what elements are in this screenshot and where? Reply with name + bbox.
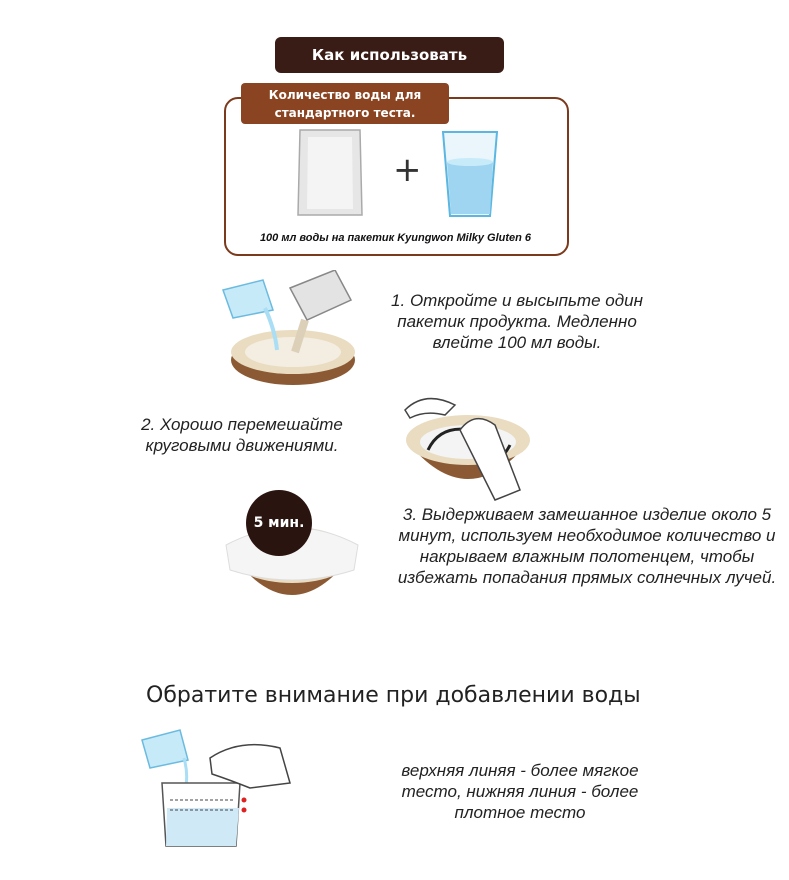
product-packet-icon — [290, 125, 370, 220]
step-3-text: 3. Выдерживаем замешанное изделие около 5 минут, используем необходимое количество и накрываем влажным полотенцем, чтобы избежать попадания прямых солнечных лучей. — [397, 505, 777, 587]
notice-title: Обратите внимание при добавлении воды — [146, 683, 641, 708]
plus-sign: + — [393, 150, 422, 190]
water-glass-icon — [440, 128, 500, 220]
notice-text: верхняя линяя - более мягкое тесто, нижняя линия - более плотное тесто — [401, 761, 639, 822]
water-amount-label: Количество воды для стандартного теста. — [241, 83, 449, 124]
water-amount-caption: 100 мл воды на пакетик Kyungwon Milky Gluten 6 — [259, 232, 532, 244]
water-line-illustration — [140, 728, 300, 853]
timer-badge: 5 мин. — [246, 490, 312, 556]
page-title: Как использовать — [275, 37, 504, 73]
mixing-bowl-illustration — [400, 390, 540, 505]
step-2-text: 2. Хорошо перемешайте круговыми движениями. — [141, 415, 343, 455]
step-1-text: 1. Откройте и высыпьте один пакетик продукта. Медленно влейте 100 мл воды. — [391, 291, 643, 352]
pour-bowl-illustration — [215, 270, 365, 400]
